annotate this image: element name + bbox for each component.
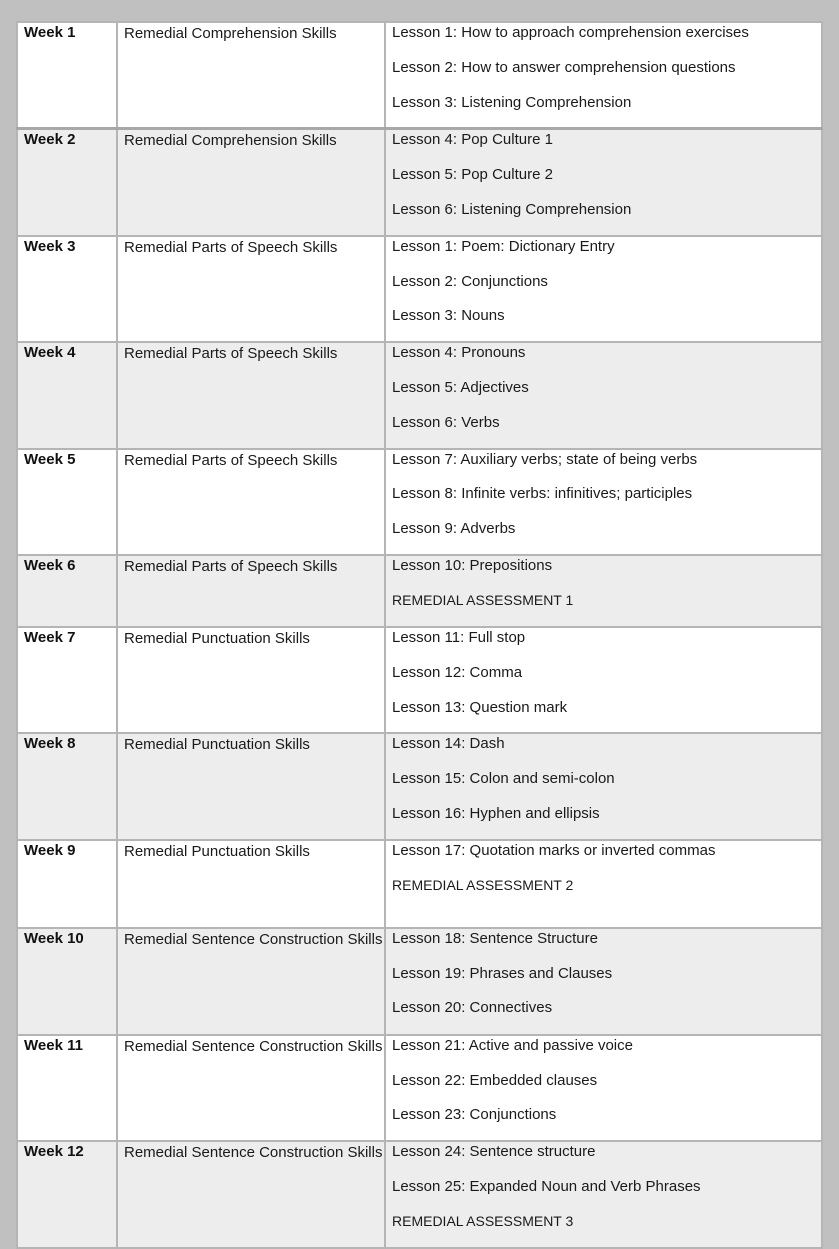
lesson-item: Lesson 5: Pop Culture 2 <box>392 166 553 184</box>
lesson-item: Lesson 21: Active and passive voice <box>392 1036 633 1054</box>
lesson-item: Lesson 24: Sentence structure <box>392 1143 596 1161</box>
lessons-cell <box>385 1035 822 1141</box>
week-cell: Week 3 <box>17 236 117 342</box>
week-cell: Week 7 <box>17 627 117 733</box>
lessons-cell <box>385 1141 822 1247</box>
lesson-item: Lesson 4: Pronouns <box>392 344 526 362</box>
table-row <box>17 342 822 448</box>
lesson-item: REMEDIAL ASSESSMENT 2 <box>392 876 574 893</box>
skill-cell: Remedial Parts of Speech Skills <box>117 555 385 627</box>
skill-cell: Remedial Comprehension Skills <box>117 129 385 236</box>
lesson-item: Lesson 20: Connectives <box>392 999 553 1017</box>
schedule-table <box>16 21 823 1249</box>
lesson-item: Lesson 7: Auxiliary verbs; state of being verbs <box>392 450 698 468</box>
lessons-cell <box>385 928 822 1035</box>
lessons-cell <box>385 342 822 448</box>
week-cell: Week 1 <box>17 22 117 129</box>
table-row <box>17 627 822 733</box>
skill-cell: Remedial Punctuation Skills <box>117 733 385 839</box>
table-row <box>17 449 822 555</box>
lesson-item: Lesson 11: Full stop <box>392 628 526 646</box>
lesson-item: Lesson 25: Expanded Noun and Verb Phrases <box>392 1177 701 1195</box>
lessons-cell <box>385 840 822 928</box>
schedule-sheet <box>16 21 823 1249</box>
lesson-item: Lesson 3: Listening Comprehension <box>392 93 632 111</box>
lessons-cell <box>385 449 822 555</box>
lesson-item: Lesson 22: Embedded clauses <box>392 1071 598 1089</box>
lessons-cell <box>385 236 822 342</box>
lesson-item: Lesson 12: Comma <box>392 663 523 681</box>
lesson-item: Lesson 4: Pop Culture 1 <box>392 131 553 149</box>
table-row <box>17 555 822 627</box>
lesson-item: Lesson 19: Phrases and Clauses <box>392 964 613 982</box>
lesson-item: Lesson 2: Conjunctions <box>392 272 548 290</box>
week-cell: Week 11 <box>17 1035 117 1141</box>
table-row <box>17 236 822 342</box>
skill-cell: Remedial Sentence Construction Skills <box>117 1141 385 1247</box>
skill-cell: Remedial Sentence Construction Skills <box>117 928 385 1035</box>
lessons-cell <box>385 22 822 129</box>
week-cell: Week 5 <box>17 449 117 555</box>
lesson-item: Lesson 3: Nouns <box>392 307 505 325</box>
table-row <box>17 928 822 1035</box>
table-row <box>17 129 822 236</box>
lesson-item: Lesson 23: Conjunctions <box>392 1106 557 1124</box>
lesson-item: REMEDIAL ASSESSMENT 1 <box>392 591 574 608</box>
lesson-item: Lesson 6: Listening Comprehension <box>392 200 632 218</box>
skill-cell: Remedial Sentence Construction Skills <box>117 1035 385 1141</box>
lesson-item: Lesson 1: How to approach comprehension exercises <box>392 24 749 41</box>
lessons-cell <box>385 627 822 733</box>
skill-cell: Remedial Parts of Speech Skills <box>117 342 385 448</box>
table-row <box>17 1035 822 1141</box>
week-cell: Week 2 <box>17 129 117 236</box>
skill-cell: Remedial Comprehension Skills <box>117 22 385 129</box>
lessons-cell <box>385 555 822 627</box>
lesson-item: Lesson 14: Dash <box>392 735 505 753</box>
lesson-item: Lesson 1: Poem: Dictionary Entry <box>392 237 615 255</box>
week-cell: Week 9 <box>17 840 117 928</box>
lesson-item: Lesson 18: Sentence Structure <box>392 929 598 947</box>
lesson-item: Lesson 2: How to answer comprehension questions <box>392 58 736 76</box>
lesson-item: Lesson 6: Verbs <box>392 413 500 431</box>
table-row <box>17 22 822 129</box>
lesson-item: Lesson 17: Quotation marks or inverted commas <box>392 841 716 859</box>
lesson-item: Lesson 8: Infinite verbs: infinitives; participles <box>392 485 693 503</box>
lesson-item: Lesson 10: Prepositions <box>392 556 553 574</box>
week-cell: Week 12 <box>17 1141 117 1247</box>
table-row <box>17 1141 822 1247</box>
week-cell: Week 6 <box>17 555 117 627</box>
skill-cell: Remedial Parts of Speech Skills <box>117 449 385 555</box>
week-cell: Week 8 <box>17 733 117 839</box>
skill-cell: Remedial Punctuation Skills <box>117 627 385 733</box>
lessons-cell <box>385 129 822 236</box>
table-row <box>17 840 822 928</box>
week-cell: Week 10 <box>17 928 117 1035</box>
skill-cell: Remedial Punctuation Skills <box>117 840 385 928</box>
lesson-item: Lesson 13: Question mark <box>392 698 568 716</box>
schedule-table-body <box>17 22 822 1248</box>
week-cell: Week 4 <box>17 342 117 448</box>
lesson-item: Lesson 9: Adverbs <box>392 520 516 538</box>
lesson-item: REMEDIAL ASSESSMENT 3 <box>392 1212 574 1229</box>
lesson-item: Lesson 5: Adjectives <box>392 378 529 396</box>
lessons-cell <box>385 733 822 839</box>
lesson-item: Lesson 15: Colon and semi-colon <box>392 770 615 788</box>
lesson-item: Lesson 16: Hyphen and ellipsis <box>392 804 600 822</box>
table-row <box>17 733 822 839</box>
skill-cell: Remedial Parts of Speech Skills <box>117 236 385 342</box>
